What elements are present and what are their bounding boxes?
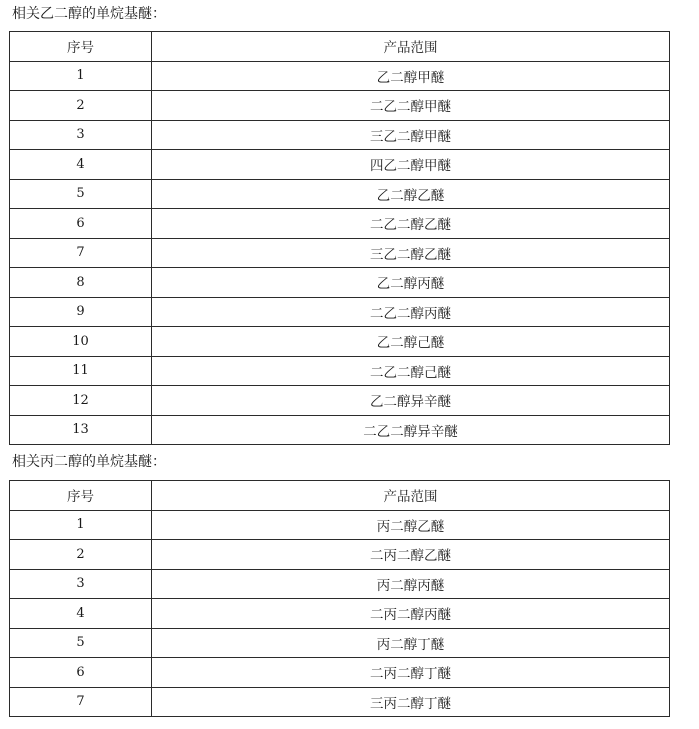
cell-serial-number: 2 [10,540,152,570]
cell-product-name: 乙二醇异辛醚 [152,386,670,416]
cell-serial-number: 6 [10,658,152,688]
cell-product-name: 二乙二醇甲醚 [152,91,670,121]
cell-product-name: 二乙二醇丙醚 [152,297,670,327]
table-row [10,61,670,91]
header-product-range: 产品范围 [152,32,670,62]
table-row [10,658,670,688]
table-row [10,386,670,416]
table-row [10,687,670,717]
cell-product-name: 二丙二醇丁醚 [152,658,670,688]
cell-product-name: 二丙二醇丙醚 [152,599,670,629]
cell-serial-number: 3 [10,569,152,599]
table-row [10,569,670,599]
cell-serial-number: 5 [10,179,152,209]
section-title-propylene-glycol: 相关丙二醇的单烷基醚： [12,454,166,470]
table-header-row [10,481,670,511]
table-row [10,327,670,357]
table-header-row [10,32,670,62]
table-row [10,150,670,180]
cell-product-name: 丙二醇丙醚 [152,569,670,599]
cell-serial-number: 13 [10,415,152,445]
cell-product-name: 二丙二醇乙醚 [152,540,670,570]
cell-serial-number: 4 [10,150,152,180]
cell-serial-number: 2 [10,91,152,121]
table-row [10,628,670,658]
cell-product-name: 二乙二醇乙醚 [152,209,670,239]
cell-serial-number: 3 [10,120,152,150]
table-row [10,238,670,268]
cell-product-name: 四乙二醇甲醚 [152,150,670,180]
header-serial-number: 序号 [10,32,152,62]
cell-serial-number: 9 [10,297,152,327]
cell-product-name: 三乙二醇乙醚 [152,238,670,268]
table-row [10,297,670,327]
section-title-ethylene-glycol: 相关乙二醇的单烷基醚： [12,6,166,22]
cell-product-name: 乙二醇丙醚 [152,268,670,298]
table-row [10,120,670,150]
cell-serial-number: 6 [10,209,152,239]
cell-serial-number: 12 [10,386,152,416]
cell-product-name: 丙二醇乙醚 [152,510,670,540]
table-row [10,540,670,570]
cell-serial-number: 1 [10,61,152,91]
table-row [10,179,670,209]
table-row [10,356,670,386]
cell-serial-number: 7 [10,687,152,717]
ethylene-glycol-ether-table [9,31,670,445]
table-row [10,91,670,121]
cell-serial-number: 7 [10,238,152,268]
table-row [10,415,670,445]
header-product-range: 产品范围 [152,481,670,511]
cell-product-name: 三丙二醇丁醚 [152,687,670,717]
cell-product-name: 二乙二醇己醚 [152,356,670,386]
cell-serial-number: 11 [10,356,152,386]
cell-product-name: 乙二醇甲醚 [152,61,670,91]
cell-serial-number: 5 [10,628,152,658]
propylene-glycol-ether-table [9,480,670,717]
table-row [10,209,670,239]
cell-serial-number: 8 [10,268,152,298]
cell-serial-number: 4 [10,599,152,629]
cell-product-name: 乙二醇己醚 [152,327,670,357]
header-serial-number: 序号 [10,481,152,511]
table-row [10,599,670,629]
cell-product-name: 三乙二醇甲醚 [152,120,670,150]
cell-serial-number: 1 [10,510,152,540]
cell-product-name: 乙二醇乙醚 [152,179,670,209]
cell-serial-number: 10 [10,327,152,357]
cell-product-name: 二乙二醇异辛醚 [152,415,670,445]
cell-product-name: 丙二醇丁醚 [152,628,670,658]
table-row [10,510,670,540]
table-row [10,268,670,298]
